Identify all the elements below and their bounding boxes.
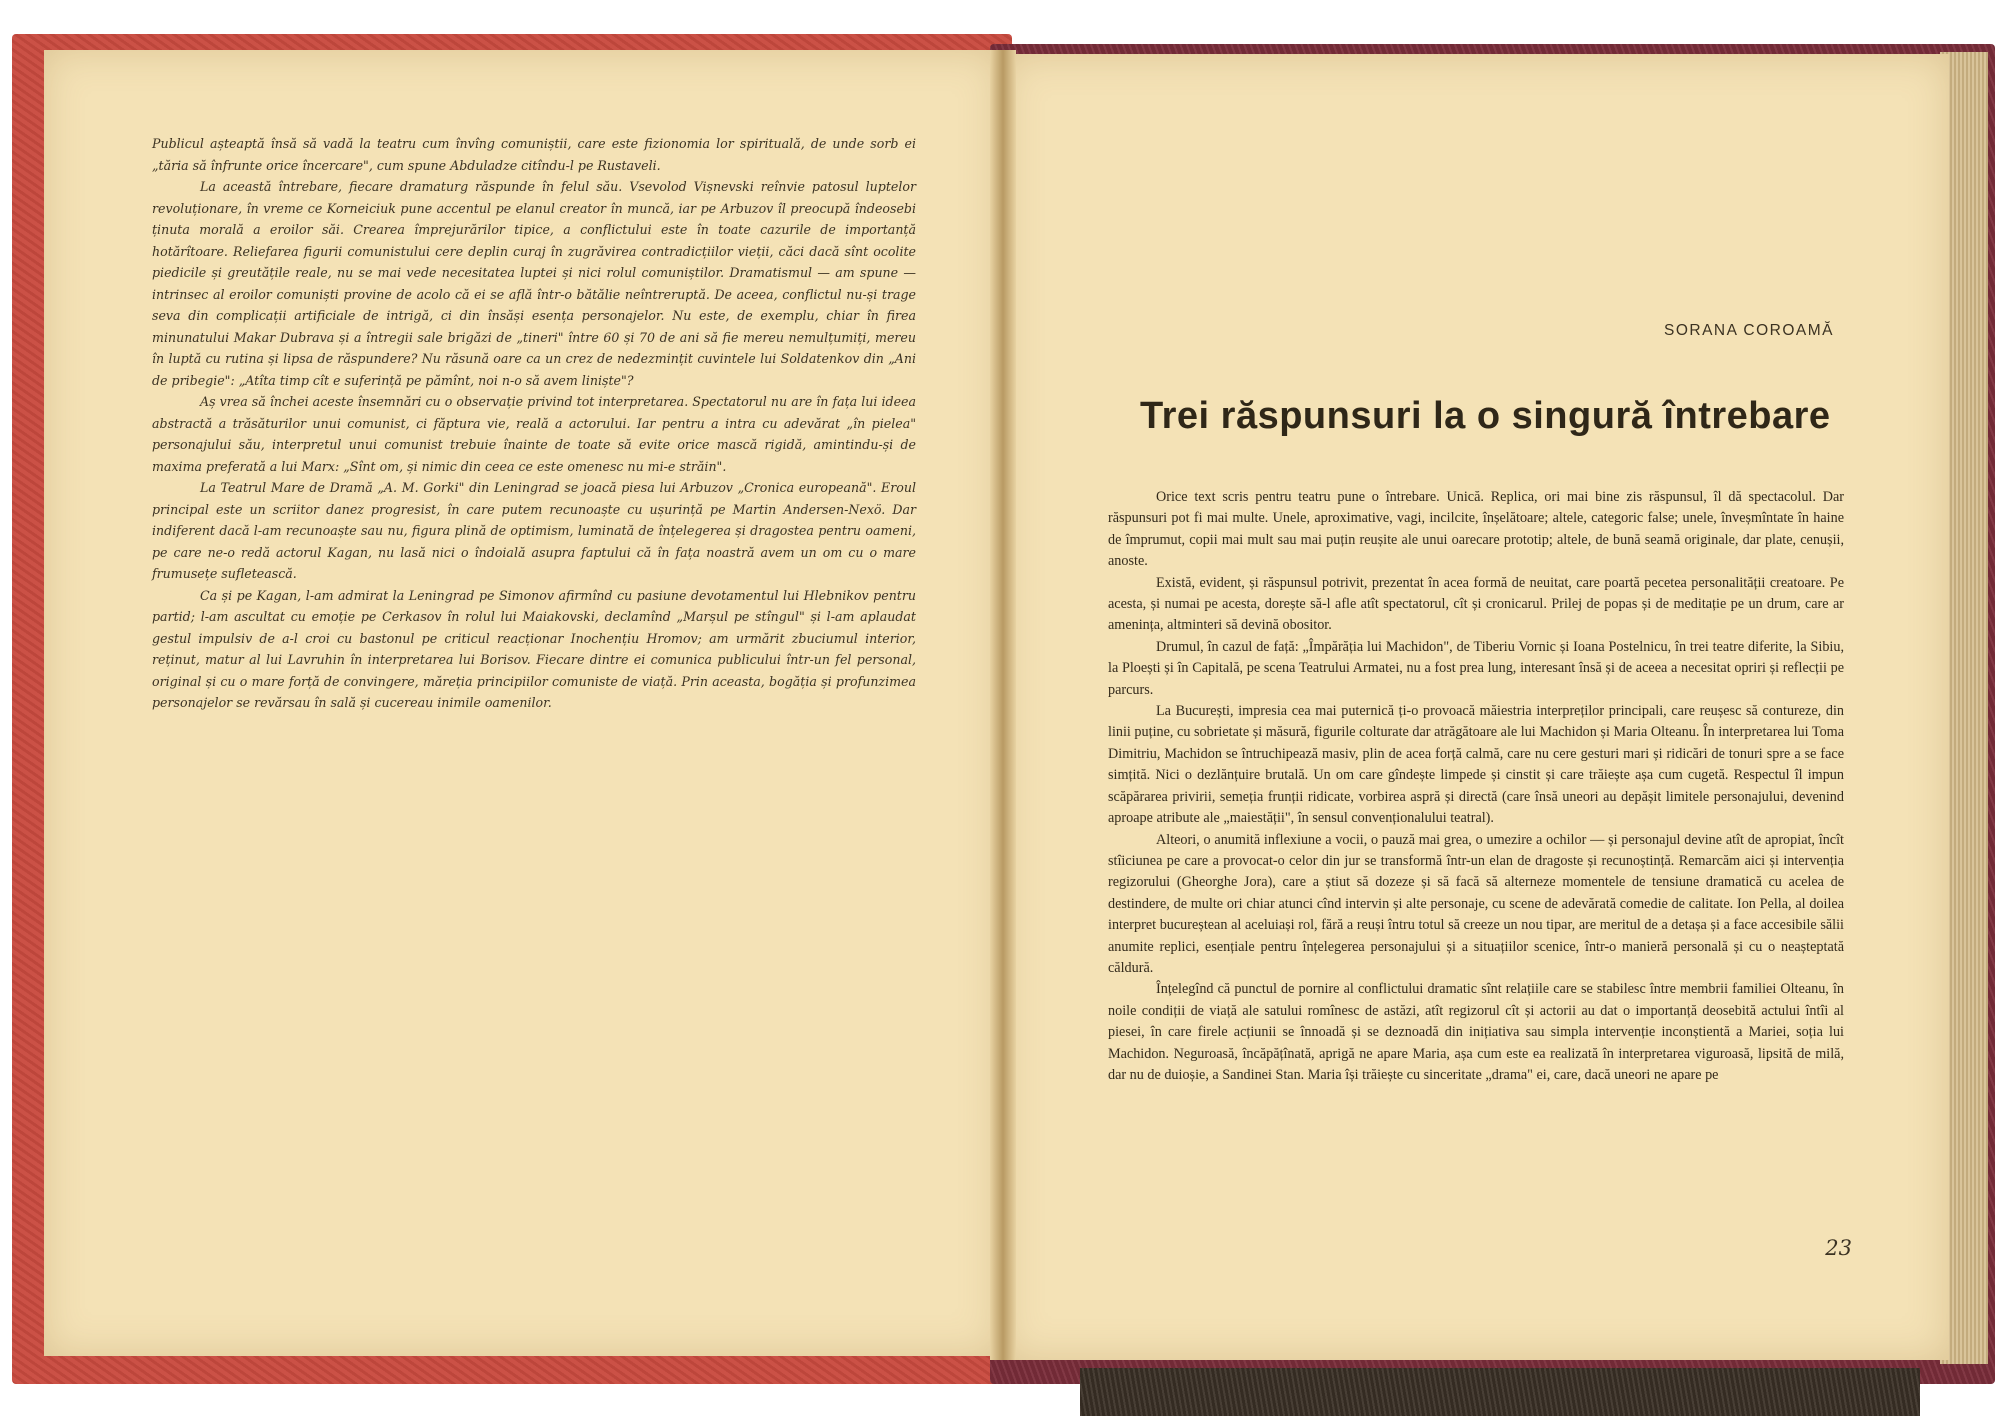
- right-paragraph: Alteori, o anumită inflexiune a vocii, o pauză mai grea, o umezire a ochilor — și personajul devine atît de apropiat, încît stîiciunea pe care a provocat-o celor din jur se transformă într-un elan de dragoste și recunoștință. Remarcăm aici și intervenția regizorului (Gheorghe Jora), care a știut să dozeze și să facă să alterneze momentele de tensiune dramatică cu acelea de destindere, de multe ori chiar atunci cînd intervin și alte personaje, cu scene de adevărată comedie de calitate. Ion Pella, al doilea interpret bucureștean al aceluiași rol, fără a reuși întru totul să creeze un nou tipar, are meritul de a detașa și a face accesibile sălii anumite replici, esențiale pentru înțelegerea personajului și a situațiilor scenice, într-o manieră personală și cu o neașteptată căldură.: [1108, 831, 1844, 976]
- article-title: Trei răspunsuri la o singură întrebare: [1140, 395, 1831, 437]
- left-paragraph: Publicul așteaptă însă să vadă la teatru cum învîng comuniștii, care este fizionomia lor spirituală, de unde sorb ei „tăria să înfrunte orice încercare", cum spune Abduladze citîndu-l pe Rustaveli.: [152, 136, 916, 173]
- article-author: SORANA COROAMĂ: [1664, 322, 1834, 339]
- left-paragraph: Aș vrea să închei aceste însemnări cu o observație privind tot interpretarea. Spectatorul nu are în fața lui ideea abstractă a trăsăturilor unui comunist, ci făptura vie, reală a actorului. Iar pentru a intra cu adevărat „în pielea" personajului său, interpretul unui comunist trebuie înainte de toate să evite orice mască rigidă, amintindu-și de maxima preferată a lui Marx: „Sînt om, și nimic din ceea ce este omenesc nu mi-e străin".: [152, 394, 916, 474]
- left-paragraph: Ca și pe Kagan, l-am admirat la Leningrad pe Simonov afirmînd cu pasiune devotamentul lui Hlebnikov pentru partid; l-am ascultat cu emoție pe Cerkasov în rolul lui Maiakovski, declamînd „Marșul pe stîngul" și l-am aplaudat gestul impulsiv de a-l croi cu bastonul pe criticul reacționar Inochențiu Hromov; am urmărit zbuciumul interior, reținut, matur al lui Lavruhin în interpretarea lui Borisov. Fiecare dintre ei comunica publicului într-un fel personal, original și cu o mare forță de convingere, măreția principiilor comuniste de viață. Prin aceasta, bogăția și profunzimea personajelor se revărsau în sală și cucereau inimile oamenilor.: [152, 587, 916, 710]
- left-paragraph: La Teatrul Mare de Dramă „A. M. Gorki" din Leningrad se joacă piesa lui Arbuzov „Cronica europeană". Eroul principal este un scriitor danez progresist, în care putem recunoaște cu ușurință pe Martin Andersen-Nexö. Dar indiferent dacă l-am recunoaște sau nu, figura plină de optimism, luminată de înțelegerea și dragostea pentru oameni, pe care ne-o redă actorul Kagan, nu lasă nici o îndoială asupra faptului că în fața noastră avem un om cu o mare frumusețe sufletească.: [152, 480, 916, 581]
- right-page-text: [1108, 487, 1844, 1086]
- left-page-text: [152, 133, 916, 714]
- right-paragraph: Înțelegînd că punctul de pornire al conflictului dramatic sînt relațiile care se stabilesc între membrii familiei Olteanu, în noile condiții de viață ale satului romînesc de astăzi, atît regizorul cît și actorii au dat o importanță deosebită actului întîi al piesei, în care firele acțiunii se înnoadă și se deznoadă din inițiativa sau simpla intervenție inconștientă a Mariei, soția lui Machidon. Neguroasă, încăpățînată, aprigă ne apare Maria, așa cum este ea realizată în interpretarea viguroasă, lipsită de milă, dar nu de duioșie, a Sandinei Stan. Maria își trăiește cu sinceritate „drama" ei, care, dacă uneori ne apare pe: [1108, 981, 1844, 1083]
- page-number: 23: [1825, 1236, 1852, 1260]
- book-gutter: [990, 50, 1016, 1360]
- right-paragraph: Drumul, în cazul de față: „Împărăția lui Machidon", de Tiberiu Vornic și Ioana Postelnicu, în trei teatre diferite, la Sibiu, la Ploești și în Capitală, pe scena Teatrului Armatei, nu a fost prea lung, interesant însă și de aceea a necesitat opriri și reflecții pe parcurs.: [1108, 638, 1844, 698]
- right-paragraph: Orice text scris pentru teatru pune o întrebare. Unică. Replica, ori mai bine zis răspunsul, îl dă spectacolul. Dar răspunsuri pot fi mai multe. Unele, aproximative, vagi, incilcite, înșelătoare; altele, categoric false; unele, înveșmîntate în haine de împrumut, copii mai mult sau mai puțin reușite ale unui oarecare prototip; altele, de bună seamă originale, dar plate, cenușii, anoste.: [1108, 489, 1844, 570]
- right-paragraph: Există, evident, și răspunsul potrivit, prezentat în acea formă de neuitat, care poartă pecetea personalității creatoare. Pe acesta, și numai pe acesta, dorește să-l afle atît spectatorul, cît și cronicarul. Prilej de popas și de meditație pe un drum, care ar amenința, altminteri să devină obositor.: [1108, 574, 1844, 634]
- right-paragraph: La București, impresia cea mai puternică ți-o provoacă măiestria interpreților principali, care reușesc să contureze, din linii puține, cu sobrietate și măsură, figurile colturate dar atrăgătoare ale lui Machidon și Maria Olteanu. În interpretarea lui Toma Dimitriu, Machidon se întruchipează masiv, plin de acea forță calmă, care nu cere gesturi mari și ridicări de tonuri spre a se face simțită. Nici o dezlănțuire brutală. Un om care gîndește limpede și cinstit și care trăiește așa cum cugetă. Respectul îl impun scăpărarea privirii, semeția frunții ridicate, vorbirea aspră și directă (care însă uneori au depășit limitele personajului, devenind aproape atribute ale „maiestății", în sensul convenționalului teatral).: [1108, 703, 1844, 827]
- left-paragraph: La această întrebare, fiecare dramaturg răspunde în felul său. Vsevolod Vișnevski reînvie patosul luptelor revoluționare, în vreme ce Korneiciuk pune accentul pe elanul creator în muncă, iar pe Arbuzov îl preocupă îndeosebi ținuta morală a eroilor săi. Crearea împrejurărilor tipice, a conflictului este în toate cazurile de importanță hotărîtoare. Reliefarea figurii comunistului cere deplin curaj în zugrăvirea contradicțiilor vieții, căci dacă sînt ocolite piedicile și greutățile reale, nu se mai vede necesitatea luptei și nici rolul comuniștilor. Dramatismul — am spune — intrinsec al eroilor comuniști provine de acolo că ei se află într-o bătălie neîntreruptă. De aceea, conflictul nu-și trage seva din complicații artificiale de intrigă, ci din însăși esența personajelor. Nu este, de exemplu, chiar în firea minunatului Makar Dubrava și a întregii sale brigăzi de „tineri" între 60 și 70 de ani să fie mereu nemulțumiți, mereu în luptă cu rutina și lipsa de răspundere? Nu răsună oare ca un crez de nedezmințit cuvintele lui Soldatenkov din „Ani de pribegie": „Atîta timp cît e suferință pe pămînt, noi n-o să avem liniște"?: [152, 179, 916, 388]
- book-spine-strip: [1080, 1368, 1920, 1416]
